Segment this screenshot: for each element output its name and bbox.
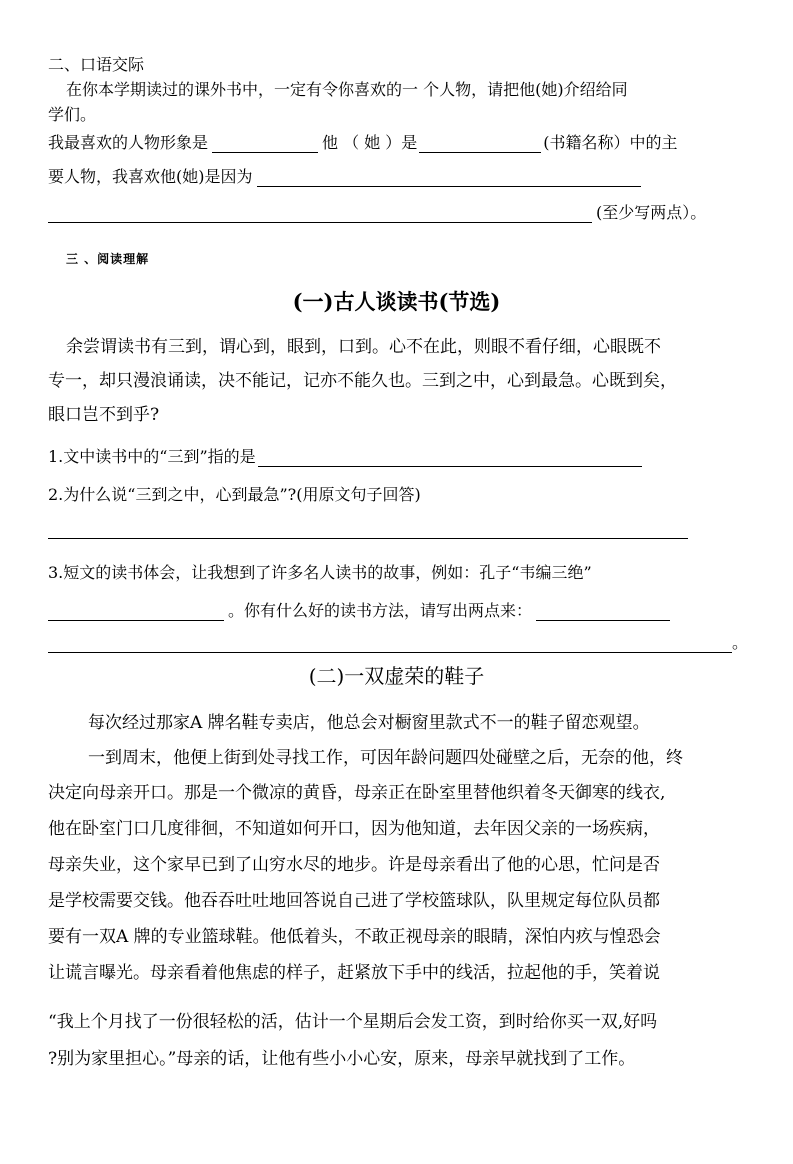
favorite-character-blank[interactable] [212, 134, 318, 153]
section3-heading: 三 、阅读理解 [66, 252, 150, 266]
section2-intro-line1: 在你本学期读过的课外书中，一定有令你喜欢的一 个人物，请把他(她)介绍给同 [66, 80, 628, 99]
q1-text: 1.文中读书中的“三到”指的是 [48, 447, 256, 466]
passage2-p2-line1: 一到周末，他便上街到处寻找工作，可因年龄问题四处碰壁之后，无奈的他，终 [88, 748, 683, 768]
book-name-blank[interactable] [419, 134, 541, 153]
section2-intro-line2: 学们。 [48, 105, 97, 124]
q3-method-blank-1[interactable] [536, 602, 670, 621]
question-3-line2 [48, 598, 670, 621]
fill-d-text: 要人物，我喜欢他(她)是因为 [48, 167, 253, 186]
passage1-line2: 专一，却只漫浪诵读，决不能记，记亦不能久也。三到之中，心到最急。心既到矣， [48, 371, 677, 391]
fill-e-text: (至少写两点）。 [596, 203, 707, 222]
passage2-p2-line3: 他在卧室门口几度徘徊，不知道如何开口，因为他知道，去年因父亲的一场疾病， [48, 819, 660, 839]
passage2-p2-line6: 要有一双A 牌的专业篮球鞋。他低着头，不敢正视母亲的眼睛，深怕内疚与惶恐会 [48, 927, 661, 947]
passage2-p1: 每次经过那家A 牌名鞋专卖店，他总会对橱窗里款式不一的鞋子留恋观望。 [88, 713, 650, 733]
passage2-p2-line5: 是学校需要交钱。他吞吞吐吐地回答说自己进了学校篮球队，队里规定每位队员都 [48, 891, 660, 911]
fill-line-3 [48, 200, 706, 223]
fill-b-text: 他 （ 她 ）是 [322, 133, 418, 152]
passage2-p2-line9: ?别为家里担心。”母亲的话，让他有些小小心安，原来，母亲早就找到了工作。 [48, 1049, 636, 1069]
question-2: 2.为什么说“三到之中，心到最急”?(用原文句子回答) [48, 485, 421, 504]
q3-method-blank-2[interactable] [48, 634, 732, 653]
passage2-p2-line2: 决定向母亲开口。那是一个微凉的黄昏，母亲正在卧室里替他织着冬天御寒的线衣, [48, 783, 666, 803]
passage2-p2-line4: 母亲失业，这个家早已到了山穷水尽的地步。许是母亲看出了他的心思，忙问是否 [48, 855, 660, 875]
question-3-line1: 3.短文的读书体会，让我想到了许多名人读书的故事，例如：孔子“韦编三绝” [48, 563, 592, 582]
q2-answer-blank[interactable] [48, 520, 688, 539]
passage1-title: (一)古人谈读书(节选) [292, 289, 501, 314]
q1-answer-blank[interactable] [258, 448, 642, 467]
fill-a-text: 我最喜欢的人物形象是 [48, 133, 209, 152]
passage1-line3: 眼口岂不到乎? [48, 405, 160, 425]
question-3-line3 [48, 630, 748, 653]
passage2-p2-line8: “我上个月找了一份很轻松的活，估计一个星期后会发工资，到时给你买一双,好吗 [48, 1012, 658, 1032]
fill-line-1 [48, 130, 678, 153]
q3-story-blank[interactable] [48, 602, 224, 621]
reason-blank-2[interactable] [48, 204, 592, 223]
fill-c-text: (书籍名称）中的主 [543, 133, 678, 152]
reason-blank-1[interactable] [257, 168, 641, 187]
section2-heading: 二、口语交际 [48, 55, 145, 74]
passage2-p2-line7: 让谎言曝光。母亲看着他焦虑的样子，赶紧放下手中的线活，拉起他的手，笑着说 [48, 963, 660, 983]
q2-answer-line[interactable] [48, 520, 688, 539]
fill-line-2 [48, 164, 641, 187]
passage1-line1: 余尝谓读书有三到，谓心到，眼到，口到。心不在此，则眼不看仔细，心眼既不 [66, 337, 661, 357]
passage2-title: (二)一双虚荣的鞋子 [308, 664, 485, 688]
q3-end-text: 。 [732, 633, 749, 652]
q3-mid-text: 。你有什么好的读书方法，请写出两点来： [228, 601, 533, 620]
question-1 [48, 444, 642, 467]
